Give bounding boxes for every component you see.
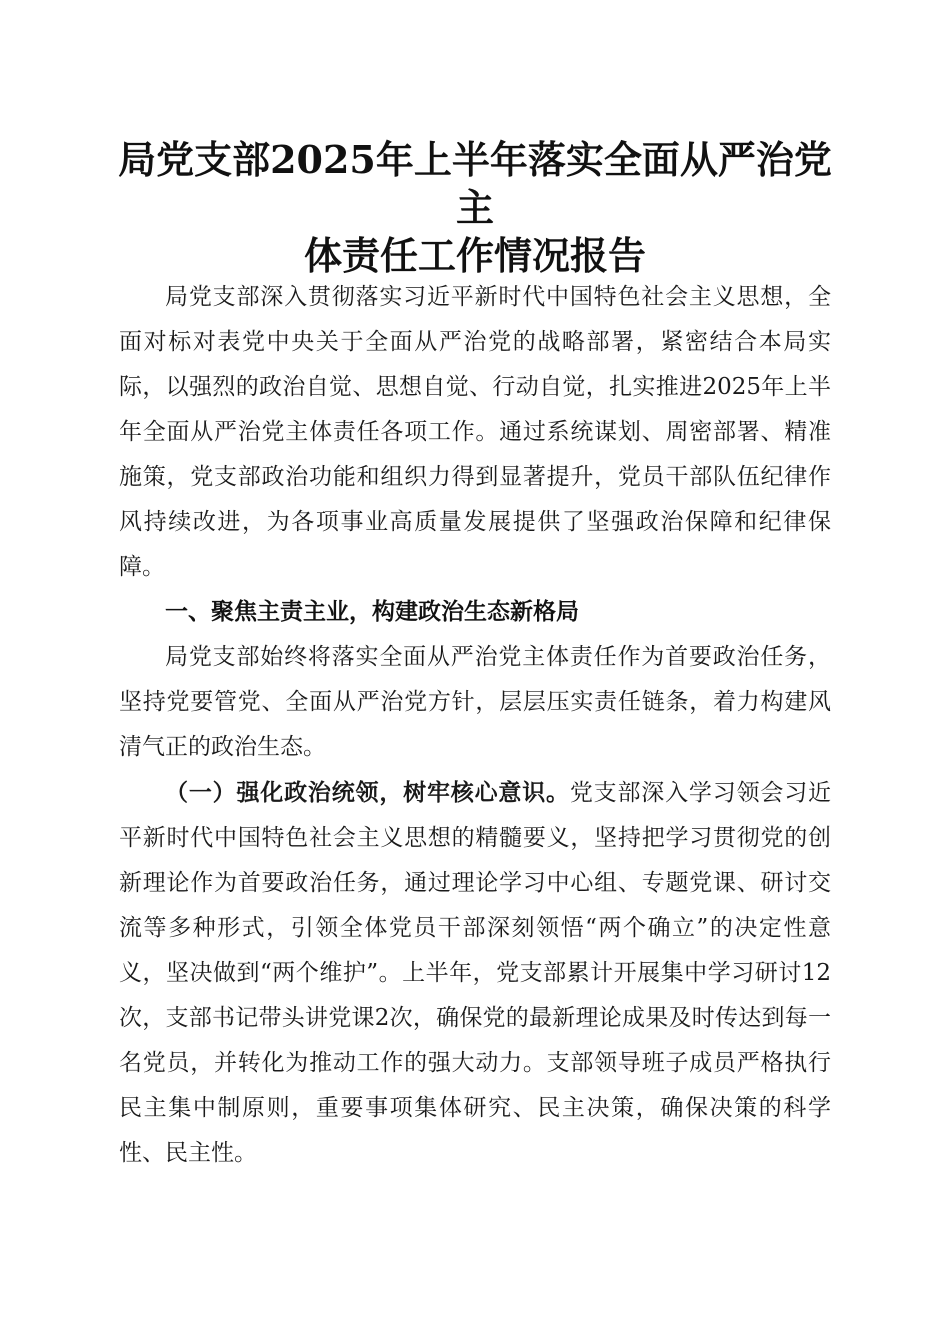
subsection-1-lead: （一）强化政治统领，树牢核心意识。: [165, 779, 570, 806]
intro-paragraph: 局党支部深入贯彻落实习近平新时代中国特色社会主义思想，全面对标对表党中央关于全面从严治党的战略部署，紧密结合本局实际，以强烈的政治自觉、思想自觉、行动自觉，扎实推进2025年上半年全面从严治党主体责任各项工作。通过系统谋划、周密部署、精准施策，党支部政治功能和组织力得到显著提升，党员干部队伍纪律作风持续改进，为各项事业高质量发展提供了坚强政治保障和纪律保障。: [119, 284, 831, 580]
subsection-1-text: 党支部深入学习领会习近平新时代中国特色社会主义思想的精髓要义，坚持把学习贯彻党的创新理论作为首要政治任务，通过理论学习中心组、专题党课、研讨交流等多种形式，引领全体党员干部深刻领悟“两个确立”的决定性意义，坚决做到“两个维护”。上半年，党支部累计开展集中学习研讨12次，支部书记带头讲党课2次，确保党的最新理论成果及时传达到每一名党员，并转化为推动工作的强大动力。支部领导班子成员严格执行民主集中制原则，重要事项集体研究、民主决策，确保决策的科学性、民主性。: [119, 780, 832, 1166]
subsection-1-paragraph: [119, 770, 831, 1176]
section-heading-1: 一、聚焦主责主业，构建政治生态新格局: [165, 599, 579, 625]
document-body: [119, 275, 831, 1176]
document-title: [100, 136, 850, 280]
section-1-paragraph: 局党支部始终将落实全面从严治党主体责任作为首要政治任务，坚持党要管党、全面从严治党方针，层层压实责任链条，着力构建风清气正的政治生态。: [119, 644, 831, 760]
title-line-1: 局党支部2025年上半年落实全面从严治党主: [118, 137, 832, 230]
title-line-2: 体责任工作情况报告: [303, 233, 646, 278]
